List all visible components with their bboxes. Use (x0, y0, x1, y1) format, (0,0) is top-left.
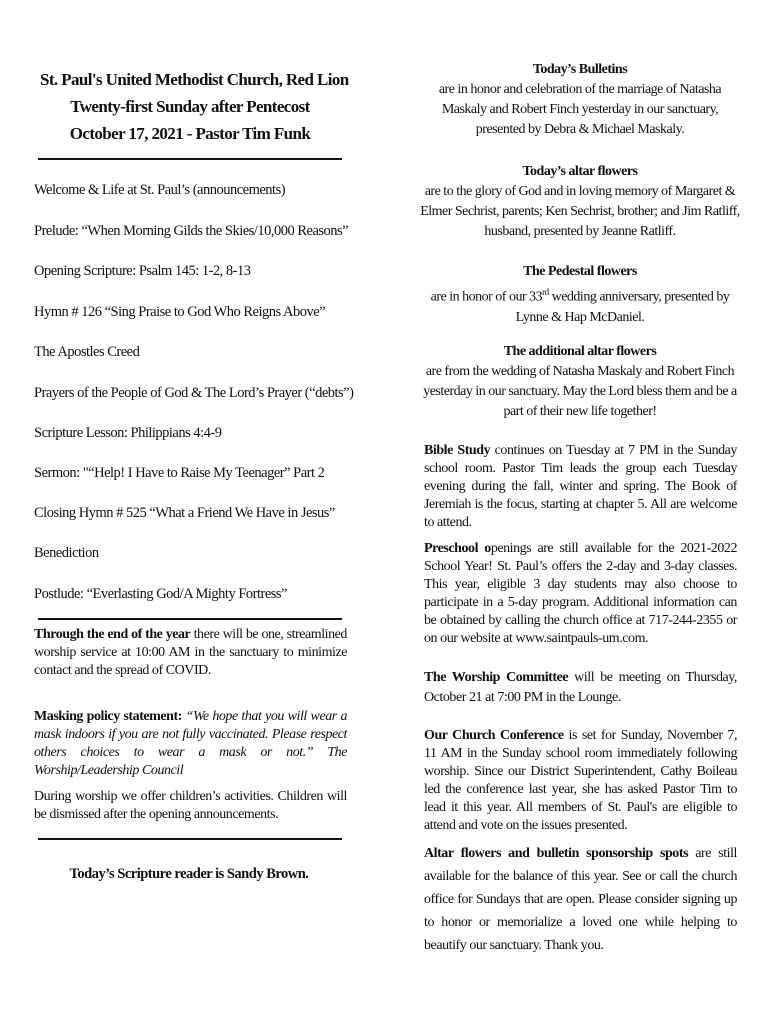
announcement-lead: Our Church Conference (424, 728, 564, 743)
children-notice: During worship we offer children’s activities. Children will be dismissed after the opening announcements. (34, 789, 347, 822)
service-date: October 17, 2021 - Pastor Tim Funk (69, 124, 311, 143)
masking-notice (34, 708, 347, 780)
ordinal-suffix: rd (542, 287, 549, 297)
sponsorship-announcement (424, 842, 737, 957)
altar-dedication (420, 162, 740, 242)
dedication-text: are from the wedding of Natasha Maskaly and Robert Finch yesterday in our sanctuary. May the Lord bless them and be a part of their new life together! (423, 364, 737, 419)
dedication-title: Today’s Bulletins (532, 62, 628, 77)
order-item: The Apostles Creed (34, 344, 140, 360)
dedication-text-part: wedding anniversary, presented by Lynne & Hap McDaniel. (515, 289, 730, 325)
dedication-text-part: are in honor of our 33 (430, 289, 543, 305)
bulletin-header (40, 66, 349, 147)
sunday-name: Twenty-first Sunday after Pentecost (70, 97, 310, 116)
service-notice (34, 626, 347, 680)
conference-announcement (424, 727, 737, 835)
church-name: St. Paul's United Methodist Church, Red Lion (40, 70, 349, 89)
announcement-lead: Bible Study (424, 443, 491, 458)
announcement-text: are still available for the balance of this year. See or call the church office for Sundays that are open. Please consider signing up to honor or memorialize a loved one while helping to beautify our sanctuary. Thank you. (424, 846, 737, 953)
dedication-title: The additional altar flowers (503, 344, 657, 359)
announcement-text: is set for Sunday, November 7, 11 AM in the Sunday school room immediately following worship. Since our District Superintendent, Cathy Boileau led the conference last year, she has asked Pastor Tim to lead it this year. All members of St. Paul's are eligible to attend and vote on the issues presented. (424, 728, 737, 833)
announcement-lead: Preschool o (424, 541, 491, 556)
order-item: Closing Hymn # 525 “What a Friend We Have in Jesus” (34, 505, 335, 521)
divider (38, 158, 342, 160)
order-item: Prayers of the People of God & The Lord’s Prayer (“debts”) (34, 385, 354, 401)
order-item: Prelude: “When Morning Gilds the Skies/10,000 Reasons” (34, 223, 349, 239)
notice-lead: Through the end of the year (34, 627, 191, 642)
order-item: Welcome & Life at St. Paul’s (announcements) (34, 182, 286, 198)
worship-committee-announcement (424, 668, 737, 708)
bulletins-dedication (420, 60, 740, 140)
pedestal-dedication (420, 262, 740, 328)
notice-lead: Masking policy statement: (34, 709, 182, 724)
announcement-text: continues on Tuesday at 7 PM in the Sunday school room. Pastor Tim leads the group each Tuesday evening during the fall, winter and spring. The Book of Jeremiah is the focus, starting at chapter 5. All are welcome to attend. (424, 443, 737, 530)
order-item: Sermon: "“Help! I Have to Raise My Teenager” Part 2 (34, 465, 325, 481)
order-item: Benediction (34, 545, 99, 561)
additional-flowers-dedication (420, 342, 740, 422)
dedication-title: Today’s altar flowers (522, 164, 638, 179)
notice-text: “We hope that you will wear a mask indoors if you are not fully vaccinated. Please respect others choices to wear a mask or not.” The Worship/Leadership Council (34, 709, 347, 778)
preschool-announcement (424, 540, 737, 648)
dedication-title: The Pedestal flowers (523, 264, 637, 279)
order-item: Opening Scripture: Psalm 145: 1-2, 8-13 (34, 263, 251, 279)
order-item: Postlude: “Everlasting God/A Mighty Fortress” (34, 586, 287, 602)
announcement-lead: The Worship Committee (424, 670, 569, 685)
dedication-text: are to the glory of God and in loving memory of Margaret & Elmer Sechrist, parents; Ken Sechrist, brother; and Jim Ratliff, husband, presented by Jeanne Ratliff. (420, 184, 740, 239)
order-item: Scripture Lesson: Philippians 4:4-9 (34, 425, 222, 441)
notice-text: there will be one, streamlined worship service at 10:00 AM in the sanctuary to minimize contact and the spread of COVID. (34, 627, 347, 678)
announcement-text: will be meeting on Thursday, October 21 at 7:00 PM in the Lounge. (424, 670, 737, 705)
announcement-text: penings are still available for the 2021-2022 School Year! St. Paul’s offers the 2-day and 3-day classes. This year, eligible 3 day students may also choose to participate in a 5-day program. Additional information can be obtained by calling the church office at 717-244-2355 or on our website at www.saintpauls-um.com. (424, 541, 737, 646)
scripture-reader: Today’s Scripture reader is Sandy Brown. (69, 866, 309, 882)
dedication-text (420, 282, 740, 328)
divider (38, 838, 342, 840)
bible-study-announcement (424, 442, 737, 532)
divider (38, 618, 342, 620)
dedication-text: are in honor and celebration of the marriage of Natasha Maskaly and Robert Finch yesterday in our sanctuary, presented by Debra & Michael Maskaly. (438, 82, 722, 137)
order-item: Hymn # 126 “Sing Praise to God Who Reigns Above” (34, 304, 326, 320)
announcement-lead: Altar flowers and bulletin sponsorship spots (424, 846, 689, 861)
